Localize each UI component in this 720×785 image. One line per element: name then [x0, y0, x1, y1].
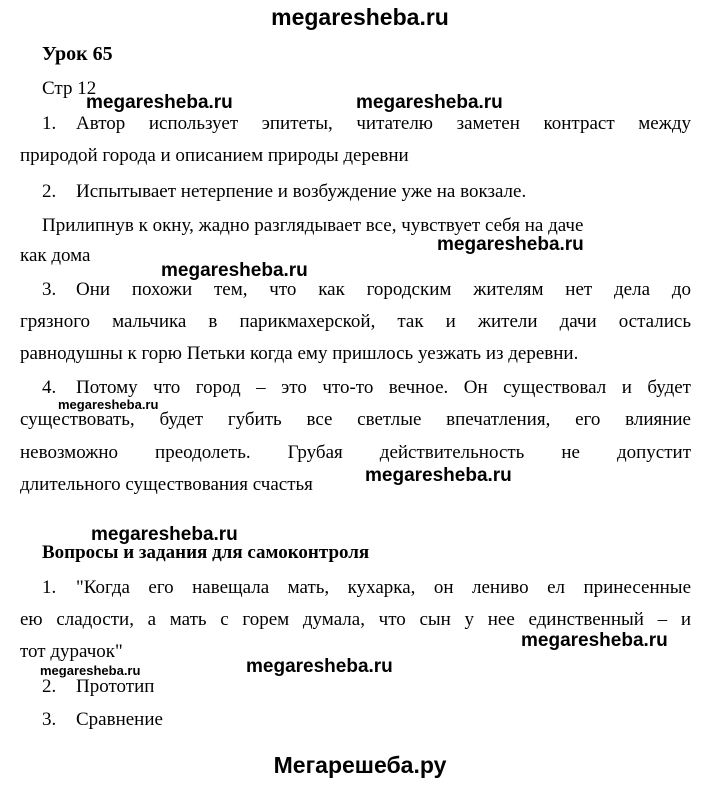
answer-1-line-1: Автор использует эпитеты, читателю заметен контраст между: [76, 113, 691, 134]
answer-1-line-2: природой города и описанием природы деревни: [20, 145, 409, 166]
watermark: megaresheba.ru: [161, 260, 308, 281]
question-2-number: 2.: [42, 676, 57, 697]
watermark: megaresheba.ru: [58, 397, 159, 412]
watermark: megaresheba.ru: [365, 465, 512, 486]
answer-3-line-3: равнодушны к горю Петьки когда ему пришлось уезжать из деревни.: [20, 343, 579, 364]
answer-4-line-4: длительного существования счастья: [20, 474, 313, 495]
question-1-line-1: "Когда его навещала мать, кухарка, он лениво ел принесенные: [76, 577, 691, 598]
answer-4-line-3: невозможно преодолеть. Грубая действительность не допустит: [20, 442, 691, 463]
site-footer: Мегарешеба.ру: [273, 752, 447, 778]
site-header: megaresheba.ru: [271, 4, 449, 30]
answer-2-number: 2.: [42, 181, 57, 202]
watermark: megaresheba.ru: [521, 630, 668, 651]
watermark: megaresheba.ru: [86, 92, 233, 113]
watermark: megaresheba.ru: [246, 656, 393, 677]
answer-4-line-2: существовать, будет губить все светлые впечатления, его влияние: [20, 409, 691, 430]
answer-2-line-2: Прилипнув к окну, жадно разглядывает все, чувствует себя на даче: [42, 215, 584, 236]
question-1-line-2: ею сладости, а мать с горем думала, что сын у нее единственный – и: [20, 609, 691, 630]
question-3-text: Сравнение: [76, 709, 163, 730]
watermark: megaresheba.ru: [91, 524, 238, 545]
watermark: megaresheba.ru: [437, 234, 584, 255]
question-3-number: 3.: [42, 709, 57, 730]
watermark: megaresheba.ru: [356, 92, 503, 113]
question-1-line-3: тот дурачок": [20, 641, 123, 662]
answer-3-line-2: грязного мальчика в парикмахерской, так и жители дачи остались: [20, 311, 691, 332]
watermark: megaresheba.ru: [40, 663, 141, 678]
lesson-title: Урок 65: [42, 43, 113, 65]
answer-4-number: 4.: [42, 377, 57, 398]
answer-3-line-1: Они похожи тем, что как городским жителям нет дела до: [76, 279, 691, 300]
answer-2-line-3: как дома: [20, 245, 91, 266]
question-1-number: 1.: [42, 577, 57, 598]
question-2-text: Прототип: [76, 676, 155, 697]
answer-4-line-1: Потому что город – это что-то вечное. Он существовал и будет: [76, 377, 691, 398]
answer-3-number: 3.: [42, 279, 57, 300]
page-ref: Стр 12: [42, 78, 97, 99]
answer-1-number: 1.: [42, 113, 57, 134]
self-control-title: Вопросы и задания для самоконтроля: [42, 542, 370, 563]
answer-2-line-1: Испытывает нетерпение и возбуждение уже на вокзале.: [76, 181, 527, 202]
